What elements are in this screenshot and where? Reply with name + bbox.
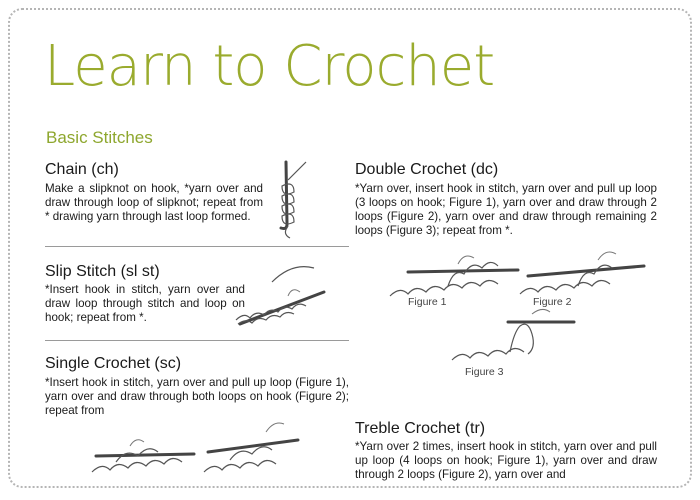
chain-instructions: Make a slipknot on hook, *yarn over and draw through loop of slipknot; repeat from * drawing yarn through last loop formed.	[45, 182, 263, 223]
double-crochet-figure-1-illustration	[388, 246, 523, 302]
page-title: Learn to Crochet	[44, 34, 495, 99]
double-crochet-figure-3-illustration	[448, 306, 578, 366]
treble-crochet-instructions: *Yarn over 2 times, insert hook in stitch, yarn over and pull up loop (4 loops on hook; Figure 1), yarn over and draw through 2 loops (Figure 2), yarn over and	[355, 440, 657, 481]
page-frame	[8, 8, 692, 488]
figure-1-caption: Figure 1	[408, 296, 447, 308]
slip-stitch-instructions: *Insert hook in stitch, yarn over and draw loop through stitch and loop on hook; repeat from *.	[45, 283, 245, 324]
figure-2-caption: Figure 2	[533, 296, 572, 308]
figure-3-caption: Figure 3	[465, 366, 504, 378]
double-crochet-title: Double Crochet (dc)	[355, 161, 499, 178]
single-crochet-figure-1	[90, 422, 200, 480]
chain-illustration	[268, 158, 318, 240]
divider	[45, 340, 349, 341]
single-crochet-instructions: *Insert hook in stitch, yarn over and pull up loop (Figure 1), yarn over and draw through both loops on hook (Figure 2); repeat from	[45, 376, 349, 417]
single-crochet-title: Single Crochet (sc)	[45, 355, 182, 372]
section-title: Basic Stitches	[46, 128, 153, 147]
double-crochet-figure-2-illustration	[518, 246, 648, 302]
chain-title: Chain (ch)	[45, 161, 119, 178]
slip-stitch-title: Slip Stitch (sl st)	[45, 263, 160, 280]
divider	[45, 246, 349, 247]
double-crochet-instructions: *Yarn over, insert hook in stitch, yarn over and pull up loop (3 loops on hook; Figure 1), yarn over and draw through 2 loops (Figure 2), yarn over and draw through remaining 2 loops (Figure 3); repeat from *.	[355, 182, 657, 237]
single-crochet-figure-2	[202, 416, 302, 478]
treble-crochet-title: Treble Crochet (tr)	[355, 420, 486, 437]
slip-stitch-illustration	[232, 262, 332, 332]
